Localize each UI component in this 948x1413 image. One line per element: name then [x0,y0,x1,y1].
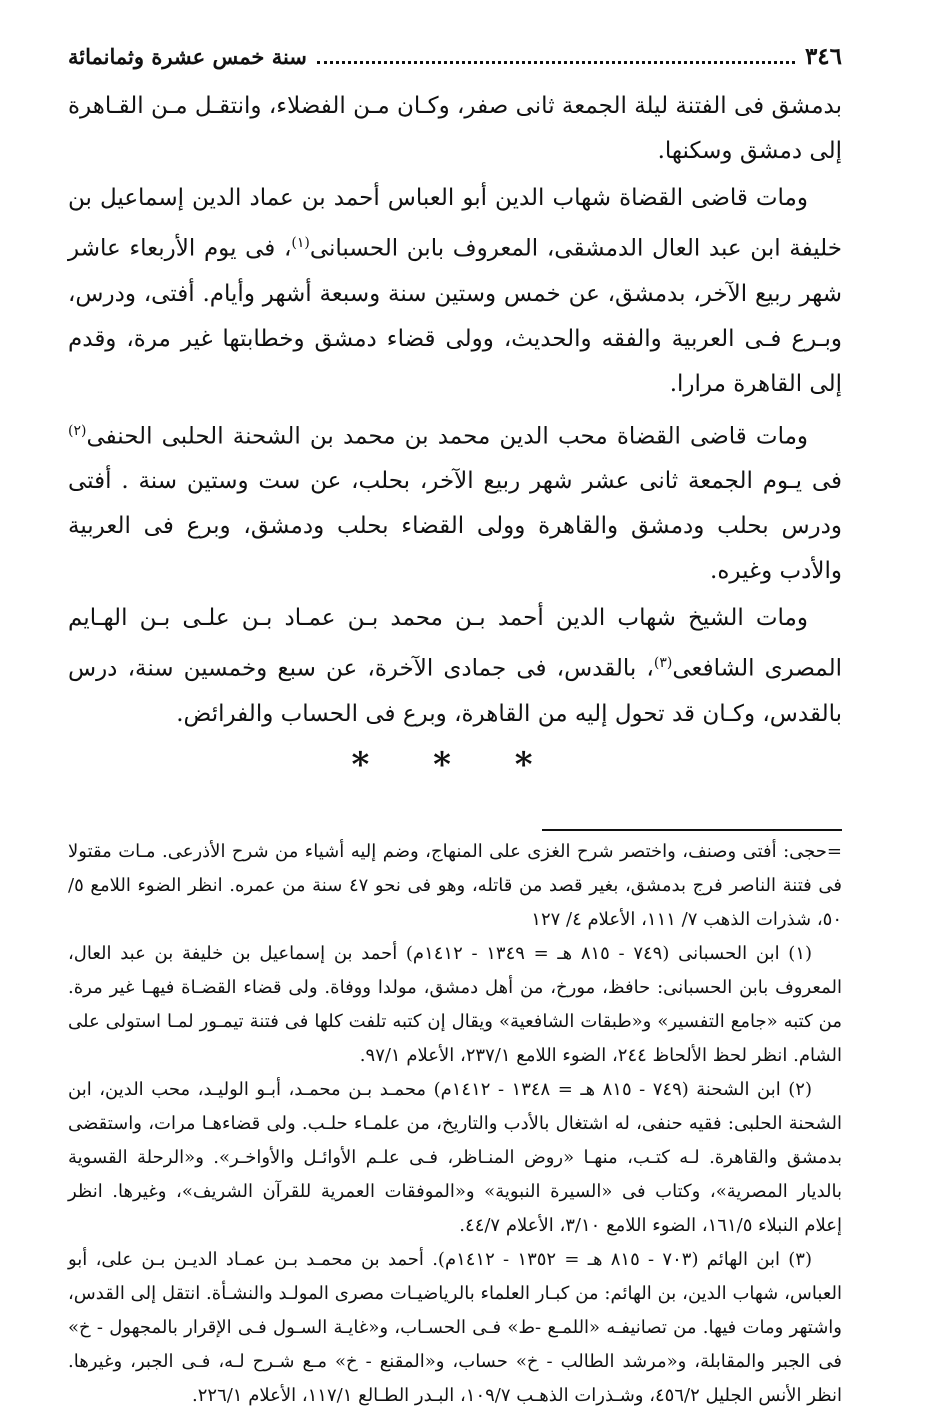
paragraph-ibn-al-husbani [68,176,842,407]
paragraph-text: ، فى يوم الأربعاء عاشر شهر ربيع الآخر، بدمشق، عن خمس وستين سنة وسبعة أشهر وأيام. أفتى، ودرس، وبـرع فـى العربية والفقه والحديث، وولى قضاء دمشق وخطابتها غير مرة، وقدم إلى القاهرة مرارا. [68,235,842,397]
section-separator-stars: * * * [351,744,559,785]
paragraph-text: ومات قاضى القضاة شهاب الدين أبو العباس أحمد بن عماد الدين إسماعيل بن خليفة ابن عبد العال الدمشقى، المعروف بابن الحسبانى [68,185,843,262]
paragraph-text: ومات الشيخ شهاب الدين أحمد بـن محمد بـن عمـاد بـن علـى بـن الهـايم المصرى الشافعى [68,605,842,682]
footnote-1: (١) ابن الحسبانى (٧٤٩ - ٨١٥ هـ = ١٣٤٩ - ١٤١٢م) أحمد بن إسماعيل بن خليفة بن عبد العال، المعروف بابن الحسبانى: حافظ، مورخ، من أهل دمشق، مولدا ووفاة. ولى قضاء القضـاة فيهـا غير مرة. من كتبه «جامع التفسير» و«طبقات الشافعية» ويقال إن كتبه تلفت كلها فى فتنة تيمـور لمـا استولى على الشام. انظر لحظ الألحاظ ٢٤٤، الضوء اللامع ٢٣٧/١، الأعلام ٩٧/١. [68,942,842,1066]
footnote-ref-3: (٣) [653,655,673,672]
running-title: سنة خمس عشرة وثمانمائة [68,43,307,69]
paragraph-ibn-al-shihna [68,409,842,595]
main-text [68,84,842,787]
footnote-rule [542,829,842,831]
paragraph-ibn-al-haim [68,596,842,737]
page-header [68,36,842,76]
footnote-ref-2: (٢) [68,422,87,439]
page-number: ٣٤٦ [804,42,842,70]
footnotes [68,835,842,1413]
footnote-3: (٣) ابن الهائم (٧٠٣ - ٨١٥ هـ = ١٣٥٢ - ١٤١٢م). أحمد بن محمـد بـن عمـاد الديـن بـن على، أبو العباس، شهاب الدين، بن الهائم: من كبـار العلماء بالرياضيـات مصرى المولـد والنشـأة. انتقل إلى القدس، واشتهر ومات فيها. من تصانيفـه «اللمـع -ط» فـى الحسـاب، و«غايـة السـول فـى الإقرار بالمجهول - خ» فى الجبر والمقابلة، و«مرشد الطالب - خ» حساب، و«المقنع - خ» مـع شـرح لـه، فـى الجبر، وغيرها. انظر الأنس الجليل ٤٥٦/٢، وشـذرات الذهـب ١٠٩/٧، البـدر الطـالع ١١٧/١، الأعلام ٢٢٦/١. [68,1248,842,1406]
paragraph-text: فى يـوم الجمعة ثانى عشر شهر ربيع الآخر، بحلب، عن ست وستين سنة . أفتى ودرس بحلب ودمشق والقاهرة وولى القضاء بحلب ودمشق، وبرع فى العربية والأدب وغيره. [68,468,842,585]
paragraph-text: ومات قاضى القضاة محب الدين محمد بن محمد بن الشحنة الحلبى الحنفى [86,423,808,450]
footnote-ref-1: (١) [291,235,310,251]
paragraph-continuation: بدمشق فى الفتنة ليلة الجمعة ثانى صفر، وكـان مـن الفضلاء، وانتقـل مـن القـاهرة إلى دمشق وسكنها. [68,93,842,164]
header-dotted-leader [317,59,795,64]
footnote-continuation: =حجى: أفتى وصنف، واختصر شرح الغزى على المنهاج، وضم إليه أشياء من شرح الأذرعى. مـات مقتولا فى فتنة الناصر فرج بدمشق، بغير قصد من قاتله، وهو فى نحو ٤٧ سنة من عمره. انظر الضوء اللامع ٥/ ٥٠، شذرات الذهب ٧/ ١١١، الأعلام ٤/ ١٢٧ [68,840,842,930]
paragraph-text: ، بالقدس، فى جمادى الآخرة، عن سبع وخمسين سنة، درس بالقدس، وكـان قد تحول إليه من القاهرة، وبرع فى الحساب والفرائض. [68,655,842,727]
footnote-2: (٢) ابن الشحنة (٧٤٩ - ٨١٥ هـ = ١٣٤٨ - ١٤١٢م) محمـد بـن محمـد، أبـو الوليـد، محب الدين، ابن الشحنة الحلبى: فقيه حنفى، له اشتغال بالأدب والتاريخ، من علمـاء حلـب. ولى قضاءهـا مرات، واستقضى بدمشق والقاهرة. لـه كتـب، منهـا «روض المنـاظر، فـى علـم الأوائـل والأواخـر». و«الرحلة القسوية بالديار المصرية»، وكتاب فى «السيرة النبوية» و«الموفقات العمرية للقرآن الشريف»، وغيرها. انظر إعلام النبلاء ١٦١/٥، الضوء اللامع ٣/١٠، الأعلام ٤٤/٧. [68,1078,842,1236]
